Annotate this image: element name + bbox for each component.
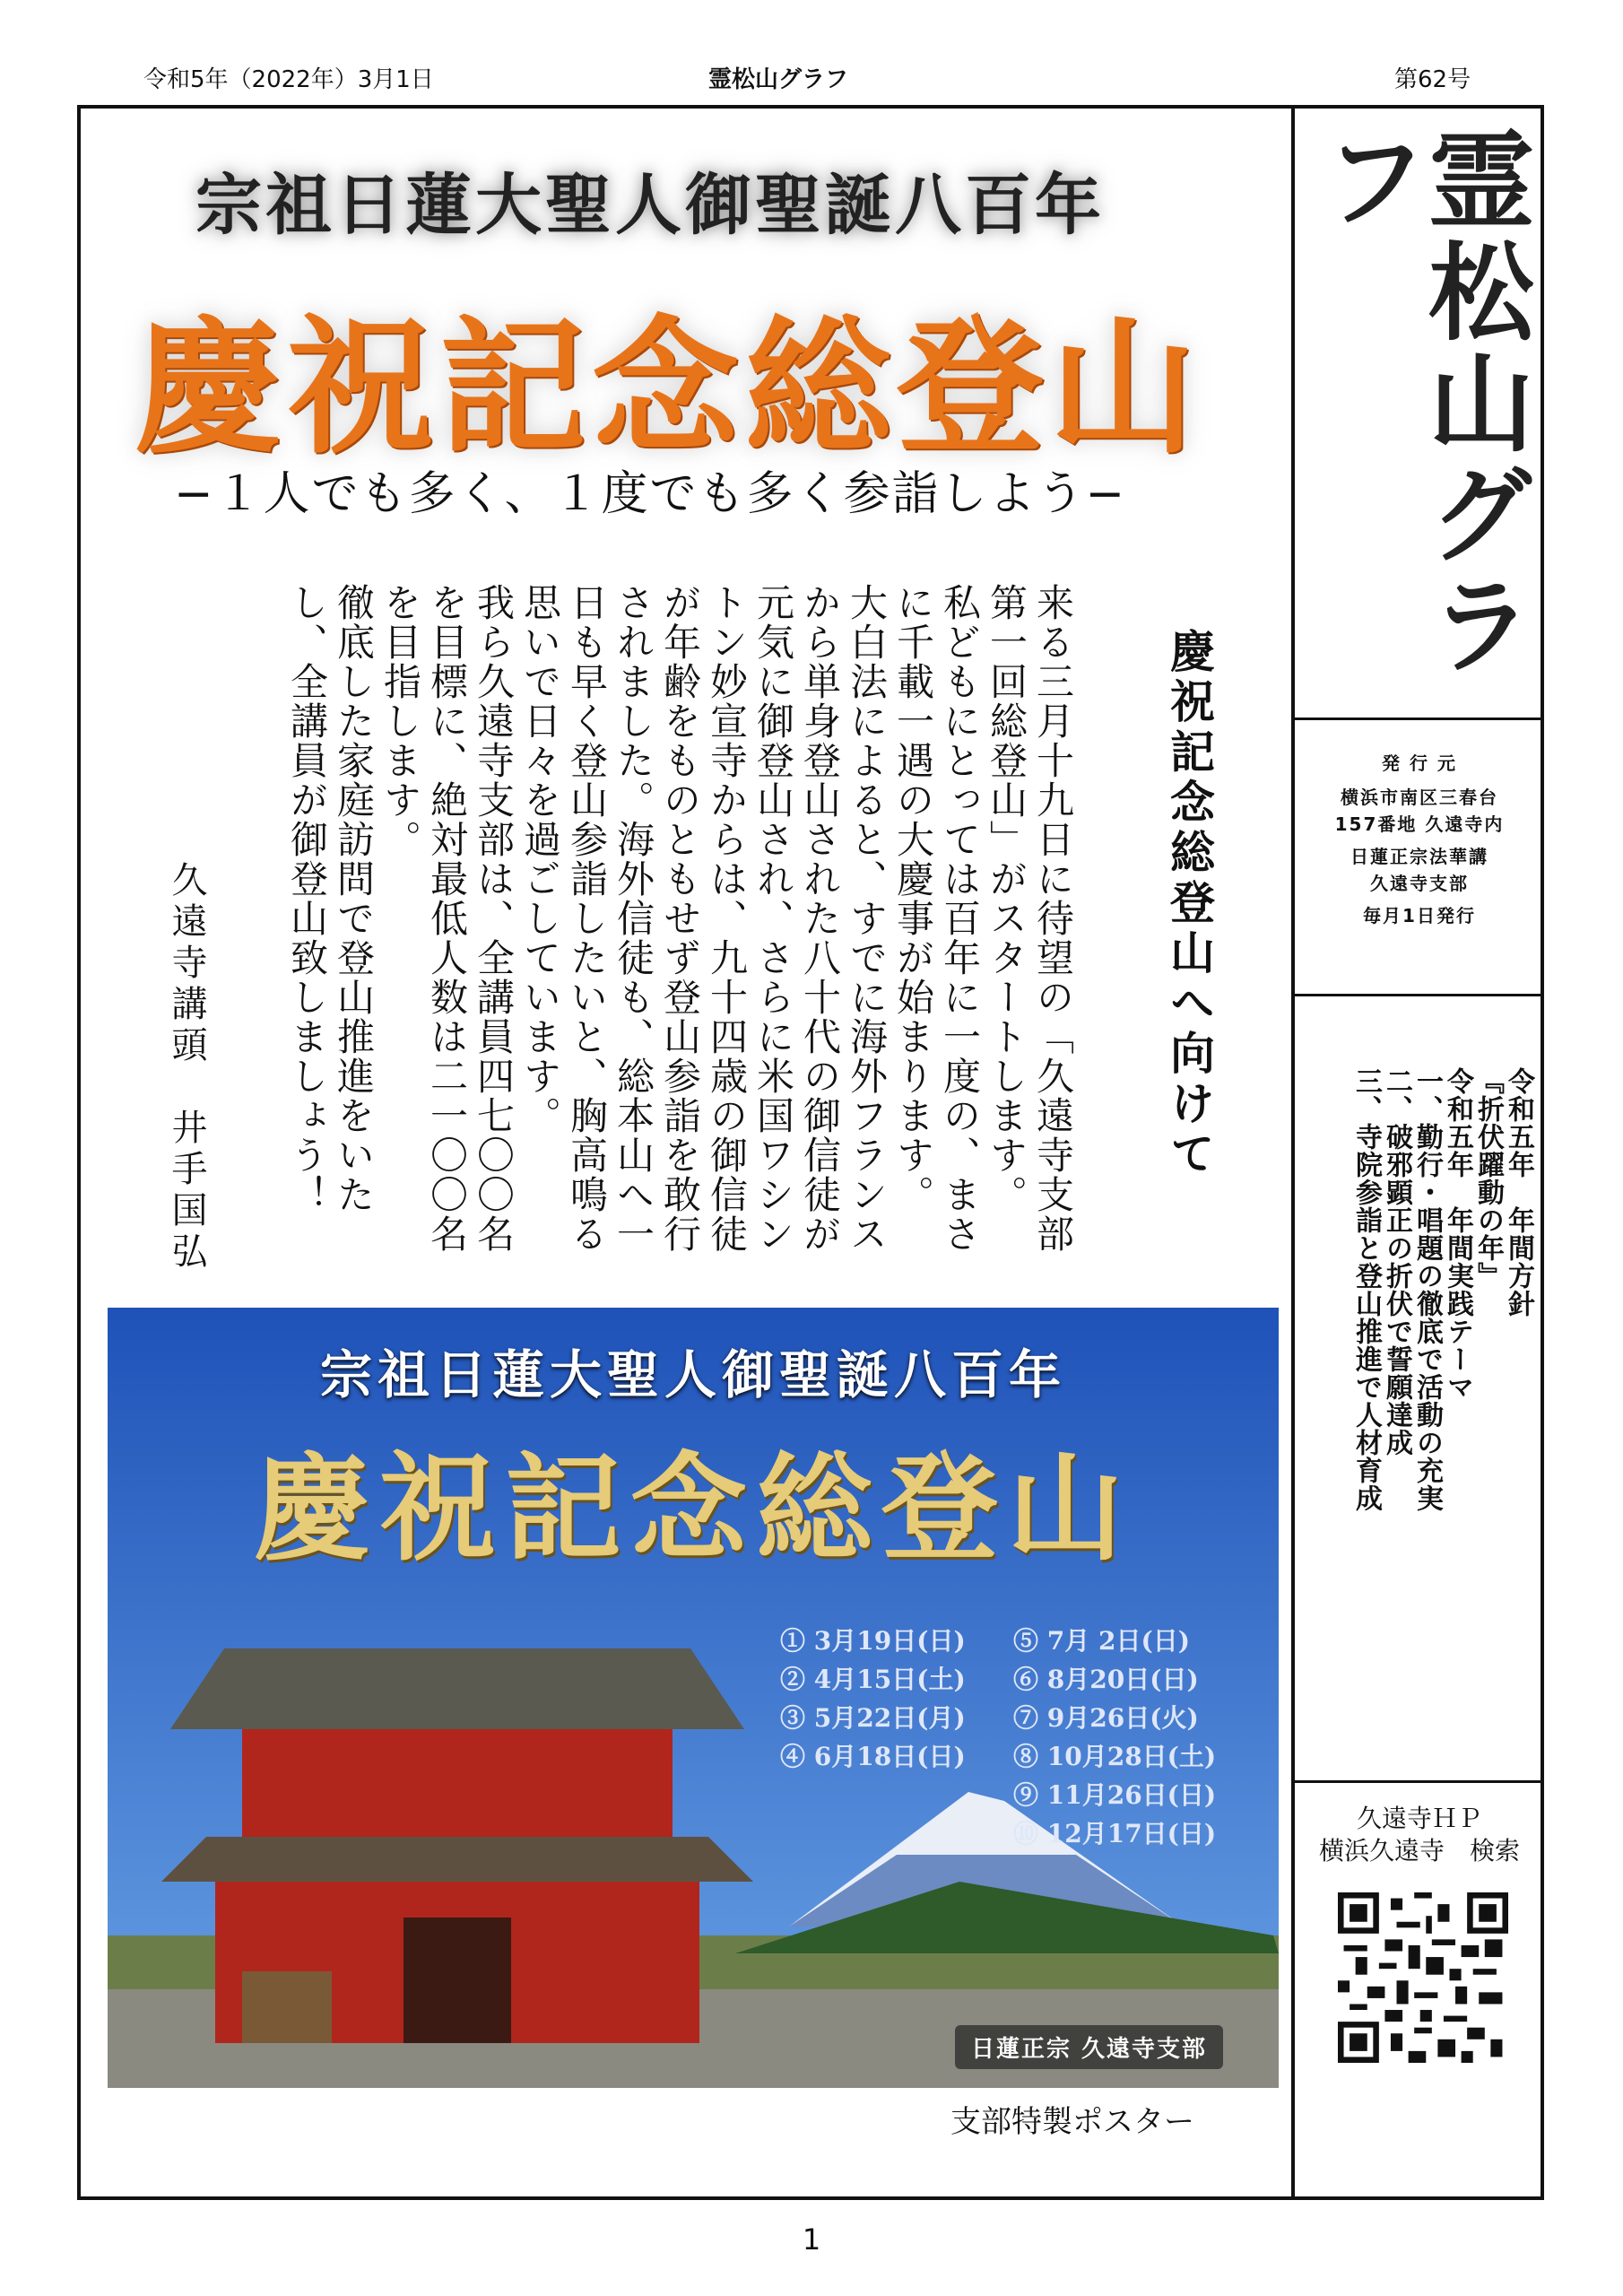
policy-line-1: 令和五年 年間方針 — [1503, 1067, 1534, 1318]
article-headline-text: 慶祝記念総登山へ向けて — [1163, 628, 1216, 1180]
column-divider — [1291, 105, 1295, 2200]
masthead-title: 霊松山グラフ — [1305, 126, 1535, 682]
article-headline — [1157, 628, 1221, 1274]
issue-date: 令和5年（2022年）3月1日 — [143, 66, 434, 93]
slogan: −１人でも多く、１度でも多く参詣しよう− — [173, 467, 1127, 521]
poster-caption: 支部特製ポスター — [950, 2104, 1194, 2140]
homepage-label: 久遠寺ＨＰ — [1356, 1804, 1482, 1833]
article-paragraph: 私どもにとっては百年に一度の、まさに千載一遇の大慶事が始まります。 — [891, 583, 982, 1254]
article-paragraph: 来る三月十九日に待望の「久遠寺支部第一回総登山」がスタートします。 — [985, 583, 1075, 1254]
page-number: 1 — [802, 2222, 821, 2257]
header-title: 霊松山グラフ — [708, 66, 849, 93]
policy-item-1: 一、勤行・唱題の徹底で活動の充実 — [1411, 1067, 1443, 1512]
masthead — [1298, 126, 1541, 709]
poster-dates-left — [780, 1622, 966, 1776]
poster-date: ⑧ 10月28日(土) — [1013, 1742, 1217, 1771]
homepage-search[interactable]: 横浜久遠寺 検索 — [1318, 1836, 1520, 1866]
poster-date: ⑨ 11月26日(日) — [1013, 1780, 1217, 1810]
homepage-info — [1298, 1803, 1541, 1867]
side-divider-2 — [1291, 994, 1544, 996]
poster-date: ① 3月19日(日) — [780, 1626, 966, 1656]
poster-date: ⑤ 7月 2日(日) — [1013, 1626, 1190, 1656]
article-paragraph: 大白法によると、すでに海外フランスから単身登山された八十代の御信徒が元気に御登山され、さらに米国ワシントン妙宣寺からは、九十四歳の御信徒が年齢をものともせず登山参詣を敢行されました。海外信徒も、総本山へ一日も早く登山参詣したいと、胸高鳴る思いで日々を過ごしています。 — [518, 583, 889, 1254]
poster-subtitle: 宗祖日蓮大聖人御聖誕八百年 — [319, 1344, 1066, 1405]
annual-policy — [1305, 1067, 1533, 1767]
author-name: 久遠寺講頭 井手国弘 — [166, 861, 207, 1274]
poster-date: ③ 5月22日(月) — [780, 1703, 966, 1733]
side-divider-3 — [1291, 1780, 1544, 1783]
poster-date: ④ 6月18日(日) — [780, 1742, 966, 1771]
article-paragraph: 徹底した家庭訪問で登山推進をいたし、全講員が御登山致しましょう！ — [285, 583, 376, 1214]
side-divider-1 — [1291, 718, 1544, 720]
publisher-org-2: 久遠寺支部 — [1370, 873, 1469, 894]
poster-date: ⑥ 8月20日(日) — [1013, 1665, 1199, 1694]
poster-badge: 日蓮正宗 久遠寺支部 — [955, 2025, 1223, 2069]
poster-title: 慶祝記念総登山 — [253, 1439, 1133, 1577]
policy-item-3: 三、寺院参詣と登山推進で人材育成 — [1350, 1067, 1382, 1512]
policy-item-2: 二、破邪顕正の折伏で誓願達成 — [1381, 1067, 1412, 1457]
poster-dates-right — [1013, 1622, 1216, 1853]
poster-date: ⑦ 9月26日(火) — [1013, 1703, 1199, 1733]
publisher-info — [1298, 750, 1541, 929]
publisher-label: 発 行 元 — [1382, 752, 1457, 774]
poster-image — [108, 1308, 1279, 2088]
main-subtitle: 宗祖日蓮大聖人御聖誕八百年 — [195, 167, 1105, 244]
qr-code-icon[interactable] — [1338, 1892, 1508, 2063]
policy-line-2: 『折伏躍動の年』 — [1472, 1067, 1504, 1290]
policy-line-3: 令和五年 年間実践テーマ — [1442, 1067, 1473, 1401]
publisher-schedule: 毎月1日発行 — [1363, 905, 1476, 926]
publisher-address-1: 横浜市南区三春台 — [1341, 787, 1498, 808]
poster-date: ② 4月15日(土) — [780, 1665, 966, 1694]
article-author — [161, 861, 213, 1292]
main-title: 慶祝記念総登山 — [134, 300, 1202, 474]
article-paragraph: 我ら久遠寺支部は、全講員四七〇〇名を目標に、絶対最低人数は二一〇〇名を目指します。 — [378, 583, 516, 1254]
publisher-address-2: 157番地 久遠寺内 — [1334, 813, 1505, 835]
issue-number: 第62号 — [1394, 66, 1471, 93]
article-body — [285, 583, 1076, 1274]
publisher-org-1: 日蓮正宗法華講 — [1350, 846, 1488, 867]
poster-date: ⑩ 12月17日(日) — [1013, 1819, 1217, 1848]
